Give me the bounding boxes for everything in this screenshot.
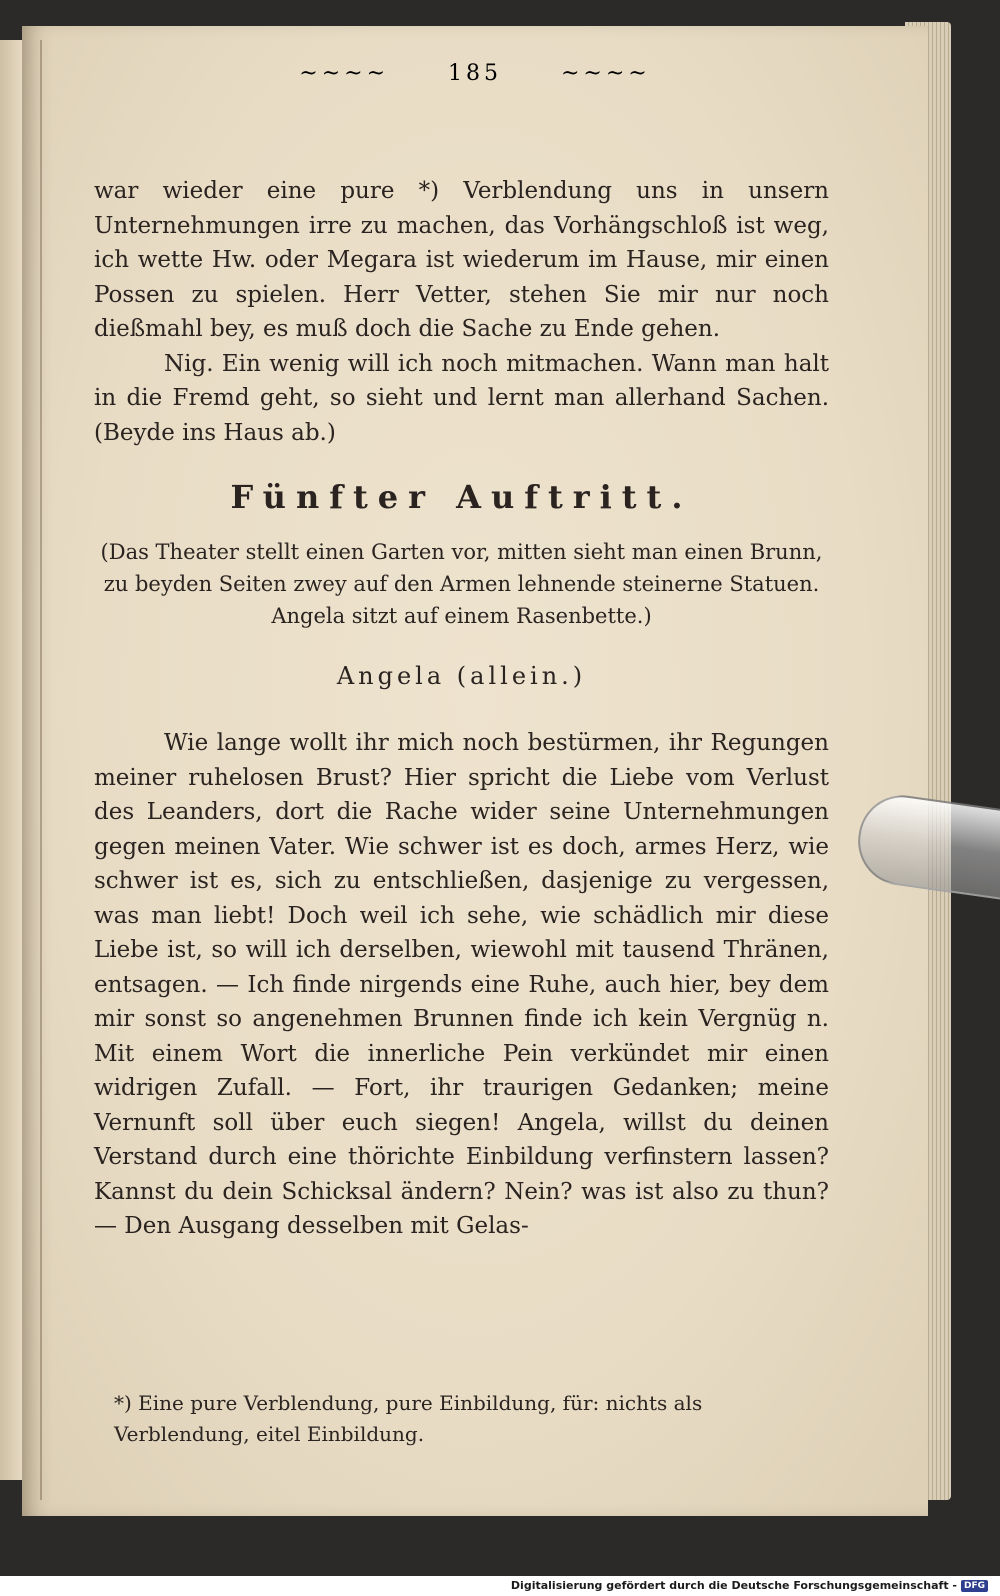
gutter-line (40, 40, 42, 1500)
previous-page-edge (0, 40, 22, 1480)
page-number: 185 (448, 61, 502, 86)
digitization-credit (507, 1577, 992, 1594)
page-text (94, 174, 829, 1244)
book-page (22, 26, 928, 1516)
dfg-logo: DFG (961, 1580, 988, 1592)
paragraph-2: Nig. Ein wenig will ich noch mitmachen. Wann man halt in die Fremd geht, so sieht und lernt man allerhand Sachen. (Beyde ins Haus ab.) (94, 350, 829, 446)
paragraph-1: war wieder eine pure *) Verblendung uns in unsern Unternehmungen irre zu machen, das Vorhängschloß ist weg, ich wette Hw. oder Megara ist wiederum im Hause, mir einen Possen zu spielen. Herr Vetter, stehen Sie mir nur noch dießmahl bey, es muß doch die Sache zu Ende gehen. (94, 178, 829, 342)
head-ornament-left: ~~~~ (299, 61, 389, 86)
footnote: *) Eine pure Verblendung, pure Einbildung, für: nichts als Verblendung, eitel Einbildung. (114, 1391, 703, 1446)
monologue-paragraph: Wie lange wollt ihr mich noch bestürmen, ihr Regungen meiner ruhelosen Brust? Hier spricht die Liebe vom Verlust des Leanders, dort die Rache wider seine Unternehmungen gegen meinen Vater. Wie schwer ist es doch, armes Herz, wie schwer ist es, sich zu entschließen, dasjenige zu vergessen, was man liebt! Doch weil ich sehe, wie schädlich mir diese Liebe ist, so will ich derselben, wiewohl mit tausend Thränen, entsagen. — Ich finde nirgends eine Ruhe, auch hier, bey dem mir sonst so angenehmen Brunnen finde ich kein Vergnüg n. Mit einem Wort die innerliche Pein verkündet mir einen widrigen Zufall. — Fort, ihr traurigen Gedanken; meine Vernunft soll über euch siegen! Angela, willst du deinen Verstand durch eine thörichte Einbildung verfinstern lassen? Kannst du dein Schicksal ändern? Nein? was ist also zu thun? — Den Ausgang desselben mit Gelas- (94, 730, 829, 1239)
head-ornament-right: ~~~~ (561, 61, 651, 86)
speaker-heading: Angela (allein.) (336, 662, 587, 690)
stage-direction: (Das Theater stellt einen Garten vor, mitten sieht man einen Brunn, zu beyden Seiten zwey auf den Armen lehnende steinerne Statuen. Angela sitzt auf einem Rasenbette.) (100, 540, 823, 628)
credit-text: Digitalisierung gefördert durch die Deutsche Forschungsgemeinschaft - (510, 1579, 957, 1592)
running-head (22, 61, 928, 86)
scene-heading: Fünfter Auftritt. (230, 478, 693, 516)
